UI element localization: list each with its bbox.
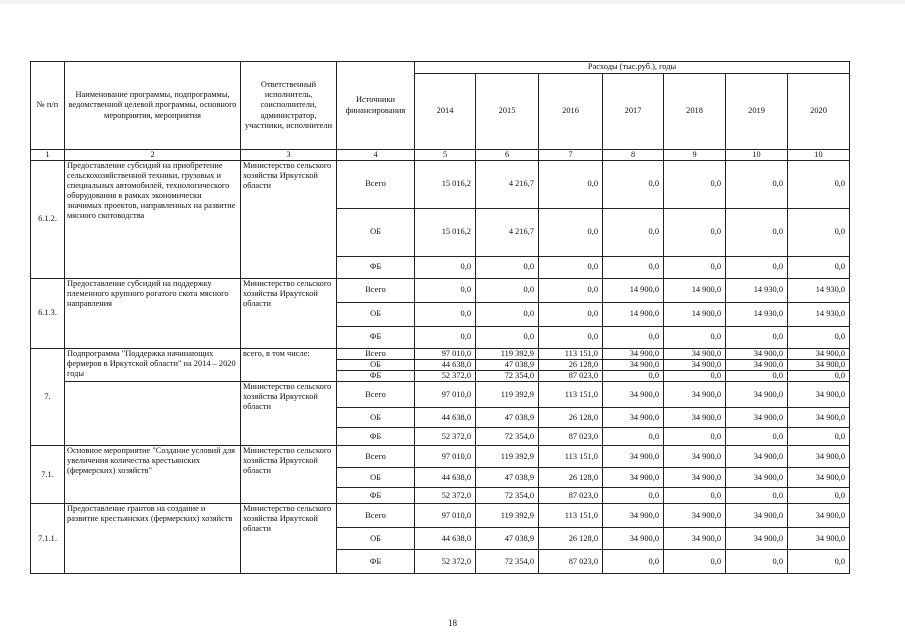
value-cell: 44 638,0 [415,408,476,428]
value-cell: 113 151,0 [539,446,603,468]
value-cell: 34 900,0 [788,382,850,408]
header-year: 2017 [603,74,664,150]
value-cell: 0,0 [476,278,539,302]
value-cell: 34 900,0 [603,408,664,428]
value-cell: 0,0 [603,256,664,278]
funding-source: Всего [337,348,415,359]
value-cell: 0,0 [539,256,603,278]
column-number: 6 [476,150,539,161]
value-cell: 0,0 [415,302,476,326]
item-responsible: Министерство сельского хозяйства Иркутской области [241,446,337,504]
value-cell: 15 016,2 [415,160,476,208]
header-source: Источники финансирования [337,62,415,150]
value-cell: 0,0 [603,488,664,504]
value-cell: 72 354,0 [476,371,539,382]
column-number: 4 [337,150,415,161]
header-expenses: Расходы (тыс.руб.), годы [415,62,850,74]
value-cell: 34 900,0 [664,408,726,428]
header-num: № п/п [31,62,65,150]
value-cell: 72 354,0 [476,488,539,504]
value-cell: 0,0 [664,160,726,208]
value-cell: 34 900,0 [726,408,788,428]
header-year: 2014 [415,74,476,150]
value-cell: 47 038,9 [476,528,539,550]
value-cell: 34 900,0 [664,468,726,488]
value-cell: 119 392,9 [476,504,539,528]
table-row [31,348,850,359]
item-name: Предоставление субсидий на поддержку племенного крупного рогатого скота мясного направления [65,278,241,348]
item-number: 6.1.3. [31,278,65,348]
value-cell: 14 900,0 [603,302,664,326]
value-cell: 0,0 [788,371,850,382]
column-number-row [31,150,850,161]
value-cell: 47 038,9 [476,359,539,370]
value-cell: 0,0 [664,208,726,256]
header-year: 2018 [664,74,726,150]
table-row [31,160,850,208]
value-cell: 34 900,0 [664,446,726,468]
value-cell: 113 151,0 [539,382,603,408]
item-number: 7. [31,348,65,445]
value-cell: 34 900,0 [788,468,850,488]
value-cell: 34 900,0 [788,348,850,359]
item-number: 7.1. [31,446,65,504]
value-cell: 52 372,0 [415,371,476,382]
item-number: 7.1.1. [31,504,65,574]
value-cell: 34 900,0 [603,504,664,528]
value-cell: 34 900,0 [664,382,726,408]
value-cell: 0,0 [539,302,603,326]
value-cell: 0,0 [415,256,476,278]
value-cell: 34 900,0 [726,359,788,370]
funding-source: ОБ [337,408,415,428]
funding-source: ОБ [337,302,415,326]
value-cell: 0,0 [726,550,788,574]
value-cell: 119 392,9 [476,348,539,359]
value-cell: 34 900,0 [726,382,788,408]
value-cell: 34 900,0 [603,348,664,359]
value-cell: 15 016,2 [415,208,476,256]
value-cell: 0,0 [726,160,788,208]
column-number: 8 [603,150,664,161]
table-row [31,446,850,468]
value-cell: 0,0 [664,488,726,504]
value-cell: 0,0 [415,326,476,348]
item-responsible: Министерство сельского хозяйства Иркутской области [241,382,337,446]
value-cell: 26 128,0 [539,468,603,488]
value-cell: 47 038,9 [476,468,539,488]
header-year: 2019 [726,74,788,150]
value-cell: 87 023,0 [539,550,603,574]
value-cell: 0,0 [603,208,664,256]
value-cell: 0,0 [603,160,664,208]
column-number: 10 [726,150,788,161]
value-cell: 44 638,0 [415,359,476,370]
value-cell: 34 900,0 [603,446,664,468]
value-cell: 34 900,0 [726,348,788,359]
value-cell: 34 900,0 [788,446,850,468]
header-name: Наименование программы, подпрограммы, ведомственной целевой программы, основного мероприятия, мероприятия [65,62,241,150]
value-cell: 119 392,9 [476,446,539,468]
funding-source: Всего [337,446,415,468]
value-cell: 0,0 [788,488,850,504]
value-cell: 52 372,0 [415,550,476,574]
item-number: 6.1.2. [31,160,65,278]
column-number: 1 [31,150,65,161]
value-cell: 14 930,0 [726,278,788,302]
value-cell: 97 010,0 [415,504,476,528]
value-cell: 0,0 [726,208,788,256]
value-cell: 0,0 [476,256,539,278]
value-cell: 34 900,0 [788,359,850,370]
value-cell: 0,0 [539,326,603,348]
item-responsible: Министерство сельского хозяйства Иркутской области [241,504,337,574]
column-number: 3 [241,150,337,161]
value-cell: 34 900,0 [788,504,850,528]
value-cell: 14 930,0 [788,302,850,326]
value-cell: 34 900,0 [726,468,788,488]
value-cell: 14 930,0 [726,302,788,326]
funding-source: Всего [337,160,415,208]
value-cell: 26 128,0 [539,359,603,370]
funding-source: ФБ [337,428,415,446]
value-cell: 87 023,0 [539,488,603,504]
scan-edge [0,0,905,4]
funding-source: ФБ [337,326,415,348]
value-cell: 34 900,0 [726,528,788,550]
value-cell: 0,0 [539,208,603,256]
funding-source: Всего [337,278,415,302]
value-cell: 0,0 [788,256,850,278]
value-cell: 34 900,0 [603,468,664,488]
value-cell: 0,0 [415,278,476,302]
value-cell: 0,0 [603,371,664,382]
value-cell: 0,0 [726,488,788,504]
funding-source: ФБ [337,550,415,574]
value-cell: 34 900,0 [603,528,664,550]
value-cell: 14 930,0 [788,278,850,302]
value-cell: 34 900,0 [788,528,850,550]
value-cell: 0,0 [539,160,603,208]
item-name-continued [65,382,241,446]
item-name: Предоставление грантов на создание и развитие крестьянских (фермерских) хозяйств [65,504,241,574]
value-cell: 113 151,0 [539,504,603,528]
column-number: 2 [65,150,241,161]
funding-source: ОБ [337,528,415,550]
value-cell: 0,0 [603,550,664,574]
value-cell: 87 023,0 [539,371,603,382]
value-cell: 0,0 [603,326,664,348]
table-row [31,504,850,528]
funding-source: Всего [337,504,415,528]
value-cell: 44 638,0 [415,528,476,550]
value-cell: 0,0 [664,428,726,446]
value-cell: 97 010,0 [415,382,476,408]
value-cell: 14 900,0 [603,278,664,302]
column-number: 5 [415,150,476,161]
value-cell: 34 900,0 [603,359,664,370]
value-cell: 26 128,0 [539,528,603,550]
funding-source: ФБ [337,488,415,504]
value-cell: 0,0 [788,326,850,348]
value-cell: 4 216,7 [476,160,539,208]
funding-source: ОБ [337,468,415,488]
page-number: 18 [448,618,457,628]
value-cell: 34 900,0 [603,382,664,408]
value-cell: 0,0 [476,326,539,348]
funding-source: ОБ [337,359,415,370]
value-cell: 0,0 [726,371,788,382]
value-cell: 0,0 [539,278,603,302]
funding-source: ФБ [337,256,415,278]
value-cell: 26 128,0 [539,408,603,428]
item-responsible-total: всего, в том числе: [241,348,337,381]
value-cell: 0,0 [664,326,726,348]
value-cell: 52 372,0 [415,428,476,446]
value-cell: 52 372,0 [415,488,476,504]
item-name: Предоставление субсидий на приобретение сельскохозяйственной техники, грузовых и специальных автомобилей, технологического оборудования в рамках экономически значимых проектов, направленных на развитие мясного скотоводства [65,160,241,278]
value-cell: 0,0 [664,550,726,574]
value-cell: 14 900,0 [664,278,726,302]
value-cell: 87 023,0 [539,428,603,446]
item-responsible: Министерство сельского хозяйства Иркутской области [241,278,337,348]
table-row [31,382,850,408]
value-cell: 0,0 [788,550,850,574]
value-cell: 34 900,0 [664,348,726,359]
item-name: Основное мероприятие "Создание условий для увеличения количества крестьянских (фермерских) хозяйств" [65,446,241,504]
value-cell: 14 900,0 [664,302,726,326]
value-cell: 72 354,0 [476,428,539,446]
funding-source: ОБ [337,208,415,256]
header-year: 2015 [476,74,539,150]
value-cell: 0,0 [603,428,664,446]
funding-source: Всего [337,382,415,408]
value-cell: 44 638,0 [415,468,476,488]
value-cell: 34 900,0 [788,408,850,428]
value-cell: 0,0 [664,256,726,278]
header-year: 2016 [539,74,603,150]
header-year: 2020 [788,74,850,150]
value-cell: 0,0 [726,428,788,446]
value-cell: 113 151,0 [539,348,603,359]
value-cell: 34 900,0 [664,528,726,550]
header-responsible: Ответственный исполнитель, соисполнители, администратор, участники, исполнители [241,62,337,150]
value-cell: 72 354,0 [476,550,539,574]
expenses-table [30,61,850,574]
value-cell: 47 038,9 [476,408,539,428]
value-cell: 119 392,9 [476,382,539,408]
value-cell: 34 900,0 [664,504,726,528]
value-cell: 0,0 [788,208,850,256]
value-cell: 0,0 [788,160,850,208]
column-number: 10 [788,150,850,161]
column-number: 7 [539,150,603,161]
value-cell: 0,0 [726,256,788,278]
table-row [31,278,850,302]
value-cell: 97 010,0 [415,348,476,359]
value-cell: 34 900,0 [726,446,788,468]
value-cell: 97 010,0 [415,446,476,468]
value-cell: 0,0 [788,428,850,446]
value-cell: 0,0 [476,302,539,326]
item-name: Подпрограмма "Поддержка начинающих фермеров в Иркутской области" на 2014 – 2020 годы [65,348,241,381]
value-cell: 34 900,0 [726,504,788,528]
value-cell: 0,0 [664,371,726,382]
value-cell: 4 216,7 [476,208,539,256]
value-cell: 34 900,0 [664,359,726,370]
funding-source: ФБ [337,371,415,382]
column-number: 9 [664,150,726,161]
value-cell: 0,0 [726,326,788,348]
item-responsible: Министерство сельского хозяйства Иркутской области [241,160,337,278]
